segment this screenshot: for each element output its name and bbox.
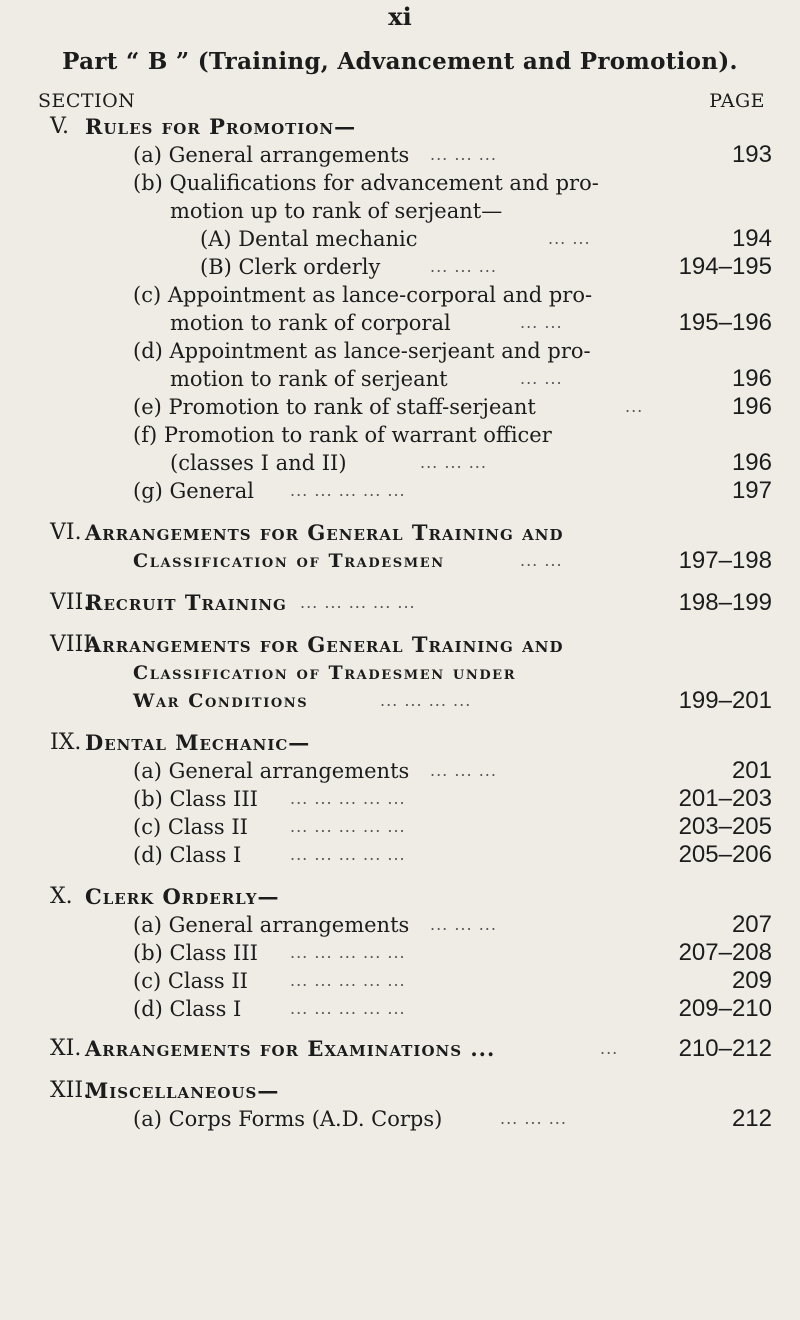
toc-entry bbox=[0, 337, 800, 365]
toc-entry-heading bbox=[0, 589, 800, 617]
section-title: Arrangements for Examinations ... bbox=[85, 1036, 496, 1061]
page-ref: 203–205 bbox=[678, 813, 772, 840]
entry-text: (a) General arrangements bbox=[133, 913, 410, 937]
leader-dots: ... ... ... bbox=[430, 257, 497, 276]
page-ref: 194–195 bbox=[678, 253, 772, 280]
part-title: Part “ B ” (Training, Advancement and Promotion). bbox=[62, 48, 738, 75]
toc-entry bbox=[0, 449, 800, 477]
page-ref: 199–201 bbox=[678, 687, 772, 714]
leader-dots: ... ... ... ... ... bbox=[290, 481, 406, 500]
toc-entry bbox=[0, 547, 800, 575]
leader-dots: ... bbox=[600, 1039, 619, 1058]
leader-dots: ... ... ... bbox=[420, 453, 487, 472]
entry-text: (a) General arrangements bbox=[133, 759, 410, 783]
entry-text: (c) Class II bbox=[133, 815, 248, 839]
leader-dots: ... ... ... bbox=[430, 915, 497, 934]
page-ref: 197 bbox=[731, 477, 772, 504]
toc-entry bbox=[0, 813, 800, 841]
section-title: Miscellaneous— bbox=[85, 1078, 280, 1103]
leader-dots: ... ... ... bbox=[500, 1109, 567, 1128]
entry-text: motion up to rank of serjeant— bbox=[170, 199, 503, 223]
page-ref: 209 bbox=[731, 967, 772, 994]
page-ref: 198–199 bbox=[678, 589, 772, 616]
page-number: xi bbox=[388, 2, 412, 31]
toc-entry bbox=[0, 253, 800, 281]
toc-entry bbox=[0, 141, 800, 169]
section-title: Clerk Orderly— bbox=[85, 884, 280, 909]
entry-text: (classes I and II) bbox=[170, 451, 347, 475]
page-ref: 210–212 bbox=[678, 1035, 772, 1062]
page-column-header: PAGE bbox=[709, 90, 765, 112]
toc-entry bbox=[0, 309, 800, 337]
toc-entry bbox=[0, 281, 800, 309]
leader-dots: ... ... ... ... ... bbox=[290, 943, 406, 962]
leader-dots: ... ... ... ... ... bbox=[290, 845, 406, 864]
entry-text: (f) Promotion to rank of warrant officer bbox=[133, 423, 552, 447]
toc-entry-heading bbox=[0, 113, 800, 141]
toc-entry bbox=[0, 995, 800, 1023]
toc-entry-heading bbox=[0, 729, 800, 757]
section-title: Rules for Promotion— bbox=[85, 114, 357, 139]
page-ref: 201 bbox=[731, 757, 772, 784]
section-number: V. bbox=[50, 114, 70, 139]
page-ref: 209–210 bbox=[678, 995, 772, 1022]
toc-entry bbox=[0, 197, 800, 225]
entry-text: (c) Class II bbox=[133, 969, 248, 993]
toc-entry-heading bbox=[0, 631, 800, 659]
toc-entry bbox=[0, 1105, 800, 1133]
toc-entry bbox=[0, 757, 800, 785]
entry-text: (b) Class III bbox=[133, 787, 258, 811]
section-column-header: SECTION bbox=[38, 90, 136, 112]
entry-text: (B) Clerk orderly bbox=[200, 255, 381, 279]
toc-entry bbox=[0, 785, 800, 813]
page-ref: 195–196 bbox=[678, 309, 772, 336]
toc-entry bbox=[0, 365, 800, 393]
toc-entry bbox=[0, 477, 800, 505]
entry-text: (b) Qualifications for advancement and pro- bbox=[133, 171, 599, 195]
entry-text: (c) Appointment as lance-corporal and pro- bbox=[133, 283, 593, 307]
entry-text: (A) Dental mechanic bbox=[200, 227, 418, 251]
toc-entry-heading bbox=[0, 1077, 800, 1105]
entry-text: motion to rank of serjeant bbox=[170, 367, 448, 391]
toc-entry-heading bbox=[0, 519, 800, 547]
toc-entry bbox=[0, 393, 800, 421]
entry-text: Classification of Tradesmen bbox=[133, 550, 445, 572]
section-number: VII. bbox=[50, 590, 91, 615]
section-title: Recruit Training bbox=[85, 590, 287, 615]
leader-dots: ... ... ... ... ... bbox=[290, 999, 406, 1018]
leader-dots: ... ... ... bbox=[430, 761, 497, 780]
page-ref: 196 bbox=[731, 365, 772, 392]
section-number: XII. bbox=[50, 1078, 91, 1103]
leader-dots: ... ... ... ... ... bbox=[290, 817, 406, 836]
entry-text: motion to rank of corporal bbox=[170, 311, 451, 335]
section-number: VI. bbox=[50, 520, 82, 545]
toc-entry bbox=[0, 967, 800, 995]
toc-entry bbox=[0, 687, 800, 715]
leader-dots: ... ... ... bbox=[430, 145, 497, 164]
toc-entry bbox=[0, 169, 800, 197]
section-title: Arrangements for General Training and bbox=[85, 632, 564, 657]
entry-text: (b) Class III bbox=[133, 941, 258, 965]
leader-dots: ... ... bbox=[520, 551, 563, 570]
page-ref: 201–203 bbox=[678, 785, 772, 812]
leader-dots: ... ... bbox=[520, 313, 563, 332]
entry-text: (a) General arrangements bbox=[133, 143, 410, 167]
leader-dots: ... ... ... ... bbox=[380, 691, 472, 710]
toc-entry-heading bbox=[0, 883, 800, 911]
page-ref: 205–206 bbox=[678, 841, 772, 868]
toc-entry bbox=[0, 841, 800, 869]
page-ref: 207 bbox=[731, 911, 772, 938]
toc-entry-heading bbox=[0, 1035, 800, 1063]
page-ref: 212 bbox=[731, 1105, 772, 1132]
leader-dots: ... ... ... ... ... bbox=[290, 789, 406, 808]
page-ref: 197–198 bbox=[678, 547, 772, 574]
entry-text: (d) Class I bbox=[133, 843, 242, 867]
leader-dots: ... ... ... ... ... bbox=[290, 971, 406, 990]
page-ref: 196 bbox=[731, 393, 772, 420]
page-ref: 196 bbox=[731, 449, 772, 476]
section-number: XI. bbox=[50, 1036, 82, 1061]
page-ref: 193 bbox=[731, 141, 772, 168]
entry-text: War Conditions bbox=[133, 690, 309, 712]
toc-entry bbox=[0, 659, 800, 687]
toc-entry bbox=[0, 939, 800, 967]
section-title: Dental Mechanic— bbox=[85, 730, 311, 755]
section-title: Arrangements for General Training and bbox=[85, 520, 564, 545]
toc-entry bbox=[0, 911, 800, 939]
page-ref: 207–208 bbox=[678, 939, 772, 966]
entry-text: (a) Corps Forms (A.D. Corps) bbox=[133, 1107, 443, 1131]
entry-text: (g) General bbox=[133, 479, 254, 503]
entry-text: Classification of Tradesmen under bbox=[133, 662, 517, 684]
page-ref: 194 bbox=[731, 225, 772, 252]
section-number: X. bbox=[50, 884, 73, 909]
section-number: VIII. bbox=[50, 632, 99, 657]
leader-dots: ... ... bbox=[548, 229, 591, 248]
toc-entry bbox=[0, 225, 800, 253]
toc-entry bbox=[0, 421, 800, 449]
entry-text: (d) Class I bbox=[133, 997, 242, 1021]
leader-dots: ... ... ... ... ... bbox=[300, 593, 416, 612]
leader-dots: ... ... bbox=[520, 369, 563, 388]
leader-dots: ... bbox=[625, 397, 644, 416]
entry-text: (d) Appointment as lance-serjeant and pro- bbox=[133, 339, 591, 363]
section-number: IX. bbox=[50, 730, 82, 755]
entry-text: (e) Promotion to rank of staff-serjeant bbox=[133, 395, 536, 419]
